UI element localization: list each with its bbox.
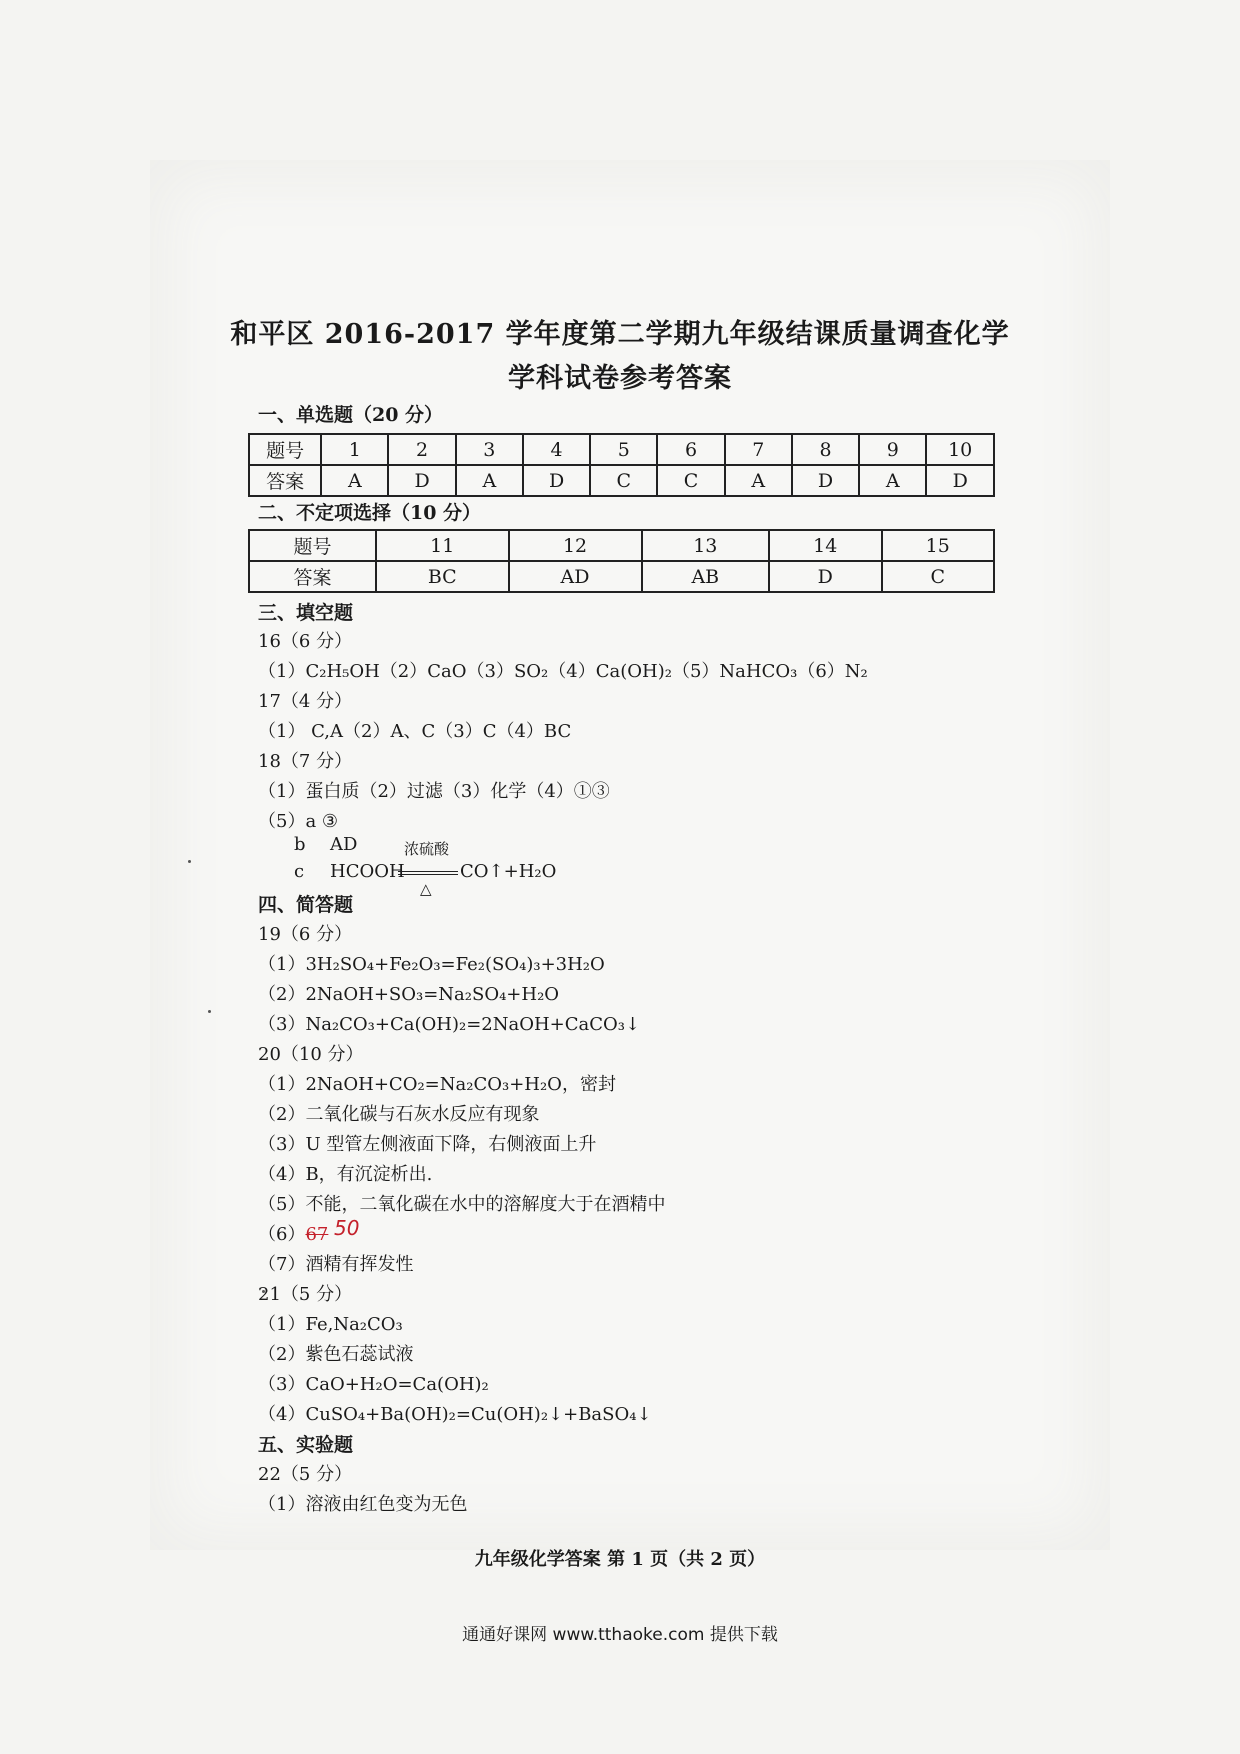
answer-cell: A bbox=[456, 465, 523, 496]
question-number: 14 bbox=[769, 530, 881, 561]
q20-answer-6 bbox=[258, 1220, 328, 1246]
q17-heading: 17（4 分） bbox=[258, 691, 353, 712]
q21-answer-1: （1）Fe,Na₂CO₃ bbox=[258, 1314, 403, 1335]
answer-cell: AB bbox=[642, 561, 770, 592]
table-row-answers bbox=[249, 561, 994, 592]
q21-answer-2: （2）紫色石蕊试液 bbox=[258, 1344, 414, 1365]
answer-cell: D bbox=[769, 561, 881, 592]
question-number: 8 bbox=[792, 434, 859, 465]
table-row-numbers bbox=[249, 434, 994, 465]
table-row-answers bbox=[249, 465, 994, 496]
q20-answer-5: （5）不能，二氧化碳在水中的溶解度大于在酒精中 bbox=[258, 1194, 666, 1215]
q21-heading: 21（5 分） bbox=[258, 1284, 353, 1305]
q20-answer-2: （2）二氧化碳与石灰水反应有现象 bbox=[258, 1104, 540, 1125]
scan-speck bbox=[188, 860, 191, 863]
question-number: 10 bbox=[926, 434, 994, 465]
question-number: 6 bbox=[657, 434, 724, 465]
question-number: 5 bbox=[590, 434, 657, 465]
question-number: 12 bbox=[509, 530, 642, 561]
question-number: 4 bbox=[523, 434, 590, 465]
reaction-condition-catalyst: 浓硫酸 bbox=[404, 840, 450, 858]
row-label: 题号 bbox=[249, 530, 376, 561]
answer-cell: BC bbox=[376, 561, 509, 592]
section3-heading: 三、填空题 bbox=[258, 602, 354, 624]
row-label: 答案 bbox=[249, 561, 376, 592]
q21-answer-4: （4）CuSO₄+Ba(OH)₂=Cu(OH)₂↓+BaSO₄↓ bbox=[258, 1404, 652, 1425]
q22-heading: 22（5 分） bbox=[258, 1464, 353, 1485]
handwritten-correction: 50 bbox=[334, 1216, 360, 1240]
scan-speck bbox=[208, 1010, 211, 1013]
answer-cell: D bbox=[388, 465, 455, 496]
q22-answer-1: （1）溶液由红色变为无色 bbox=[258, 1494, 468, 1515]
answer-cell: D bbox=[792, 465, 859, 496]
q18-answer-5a: （5）a ③ bbox=[258, 811, 339, 832]
section4-heading: 四、简答题 bbox=[258, 894, 354, 916]
struck-value: 67 bbox=[305, 1224, 329, 1245]
q20-answer-4: （4）B，有沉淀析出. bbox=[258, 1164, 433, 1185]
answer-cell: C bbox=[882, 561, 995, 592]
question-number: 1 bbox=[321, 434, 388, 465]
q20-6-label: （6） bbox=[258, 1224, 306, 1245]
reaction-condition-heat: △ bbox=[420, 880, 432, 898]
multiple-choice-table bbox=[248, 529, 995, 593]
question-number: 9 bbox=[859, 434, 926, 465]
table-row-numbers bbox=[249, 530, 994, 561]
equation-right: CO↑+H₂O bbox=[460, 861, 557, 882]
q20-heading: 20（10 分） bbox=[258, 1044, 364, 1065]
answer-cell: A bbox=[321, 465, 388, 496]
answer-cell: C bbox=[657, 465, 724, 496]
single-choice-table bbox=[248, 433, 995, 497]
q19-answer-1: （1）3H₂SO₄+Fe₂O₃=Fe₂(SO₄)₃+3H₂O bbox=[258, 954, 605, 975]
question-number: 15 bbox=[882, 530, 995, 561]
question-number: 7 bbox=[725, 434, 792, 465]
page-subtitle: 学科试卷参考答案 bbox=[508, 363, 732, 394]
page-title: 和平区 2016-2017 学年度第二学期九年级结课质量调查化学 bbox=[230, 319, 1010, 350]
row-label: 题号 bbox=[249, 434, 321, 465]
source-watermark: 通通好课网 www.tthaoke.com 提供下载 bbox=[462, 1625, 778, 1645]
q19-heading: 19（6 分） bbox=[258, 924, 353, 945]
q18-answer-1: （1）蛋白质（2）过滤（3）化学（4）①③ bbox=[258, 781, 610, 802]
answer-cell: C bbox=[590, 465, 657, 496]
page-footer: 九年级化学答案 第 1 页（共 2 页） bbox=[474, 1549, 766, 1570]
q20-answer-1: （1）2NaOH+CO₂=Na₂CO₃+H₂O，密封 bbox=[258, 1074, 616, 1095]
q20-answer-3: （3）U 型管左侧液面下降，右侧液面上升 bbox=[258, 1134, 597, 1155]
q19-answer-3: （3）Na₂CO₃+Ca(OH)₂=2NaOH+CaCO₃↓ bbox=[258, 1014, 641, 1035]
question-number: 3 bbox=[456, 434, 523, 465]
answer-cell: A bbox=[859, 465, 926, 496]
q18-5b-answer: AD bbox=[330, 834, 358, 855]
q20-answer-7: （7）酒精有挥发性 bbox=[258, 1254, 414, 1275]
question-number: 2 bbox=[388, 434, 455, 465]
question-number: 13 bbox=[642, 530, 770, 561]
answer-cell: D bbox=[523, 465, 590, 496]
answer-cell: A bbox=[725, 465, 792, 496]
q18-heading: 18（7 分） bbox=[258, 751, 353, 772]
q19-answer-2: （2）2NaOH+SO₃=Na₂SO₄+H₂O bbox=[258, 984, 560, 1005]
reaction-equals-bar bbox=[398, 871, 458, 875]
answer-cell: AD bbox=[509, 561, 642, 592]
equation-left: HCOOH bbox=[330, 861, 405, 882]
q17-answer: （1） C,A（2）A、C（3）C（4）BC bbox=[258, 721, 572, 742]
row-label: 答案 bbox=[249, 465, 321, 496]
q18-5c-label: c bbox=[294, 861, 305, 882]
q16-heading: 16（6 分） bbox=[258, 631, 353, 652]
q16-answer: （1）C₂H₅OH（2）CaO（3）SO₂（4）Ca(OH)₂（5）NaHCO₃（6）N₂ bbox=[258, 661, 868, 682]
question-number: 11 bbox=[376, 530, 509, 561]
q18-5b-label: b bbox=[294, 834, 306, 855]
section2-heading: 二、不定项选择（10 分） bbox=[258, 502, 482, 524]
q21-answer-3: （3）CaO+H₂O=Ca(OH)₂ bbox=[258, 1374, 489, 1395]
section1-heading: 一、单选题（20 分） bbox=[258, 404, 444, 426]
section5-heading: 五、实验题 bbox=[258, 1434, 354, 1456]
answer-cell: D bbox=[926, 465, 994, 496]
